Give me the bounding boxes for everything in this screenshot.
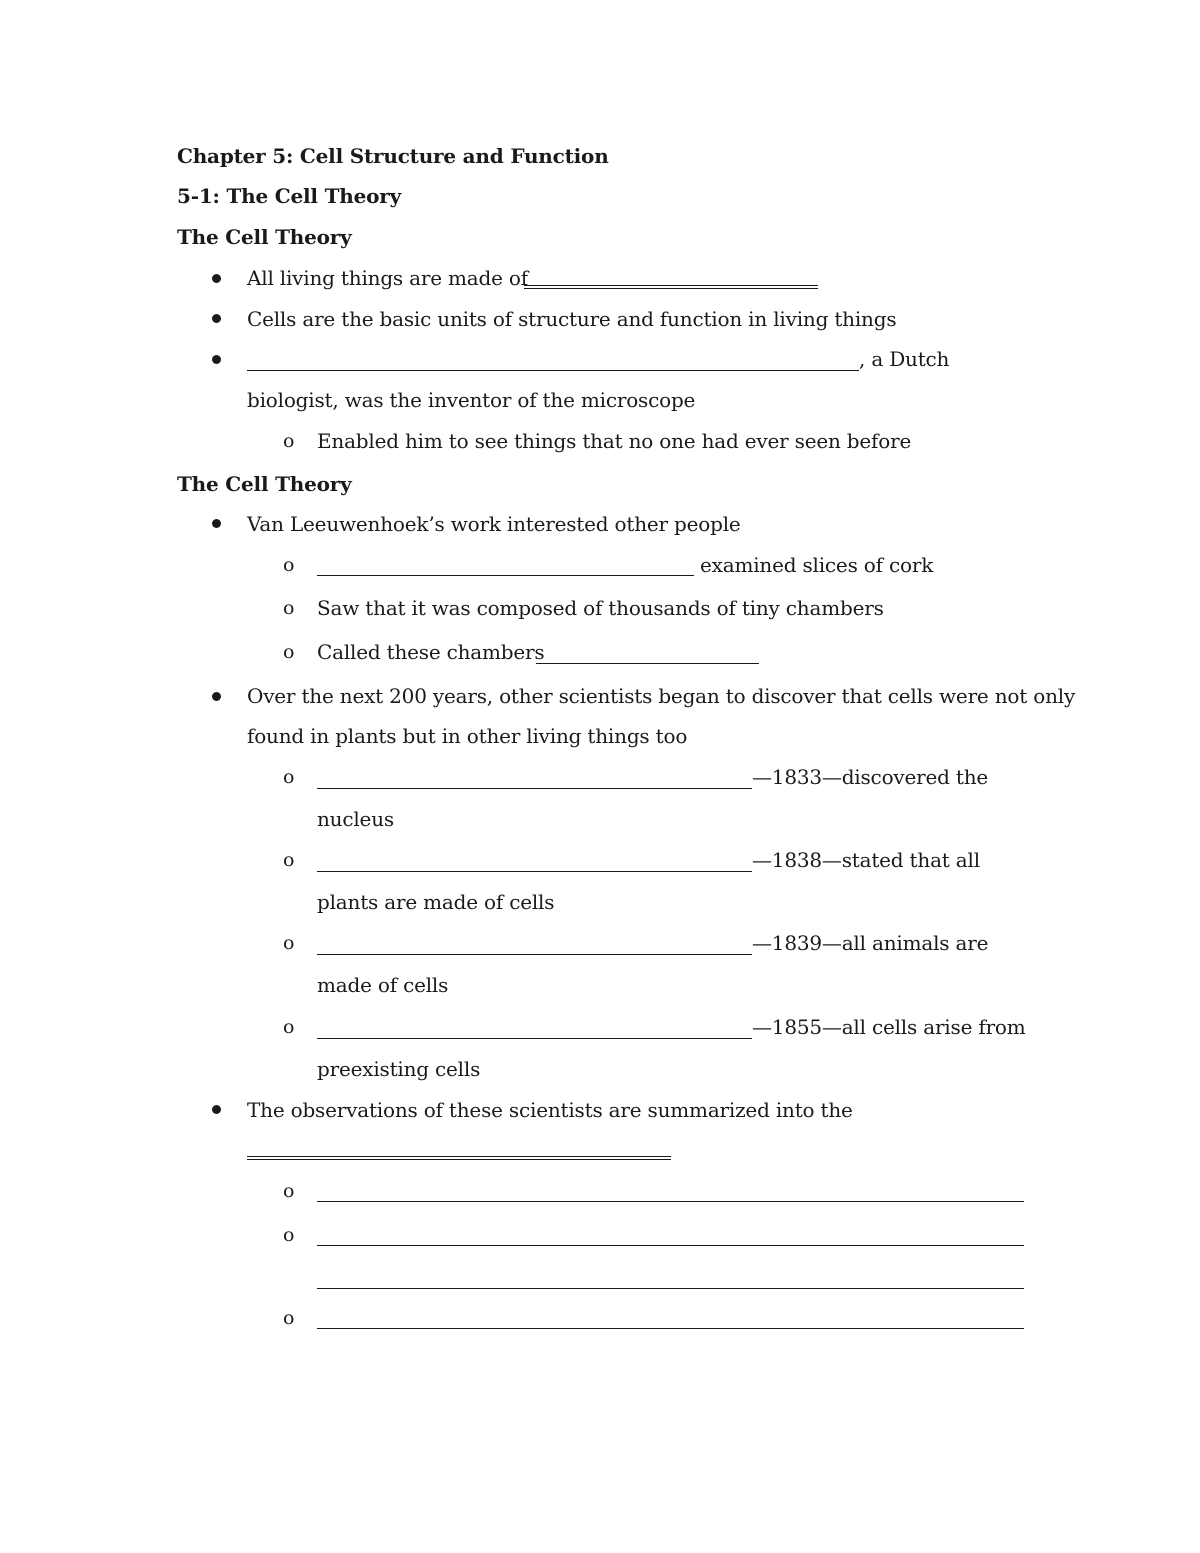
sub-bullet-1838: —1838—stated that all [752, 848, 980, 872]
blank-cell-theory[interactable] [247, 1156, 671, 1160]
sub-bullet-marker: o [283, 1180, 295, 1202]
bullet-van-leeuwenhoek-work: Van Leeuwenhoek’s work interested other people [247, 512, 741, 536]
heading-cell-theory-1: The Cell Theory [177, 225, 352, 249]
sub-bullet-marker: o [283, 554, 295, 576]
sub-bullet-marker: o [283, 1307, 295, 1329]
sub-bullet-marker: o [283, 932, 295, 954]
bullet-marker [212, 1105, 221, 1114]
sub-bullet-1855: —1855—all cells arise from [752, 1015, 1026, 1039]
sub-bullet-marker: o [283, 1224, 295, 1246]
bullet-marker [212, 314, 221, 323]
sub-bullet-1839: —1839—all animals are [752, 931, 989, 955]
blank-schwann[interactable] [317, 954, 752, 955]
bullet-text: All living things are made of [247, 266, 528, 290]
bullet-marker [212, 355, 221, 364]
bullet-dutch-suffix: , a Dutch [859, 347, 950, 371]
bullet-microscope-cont: biologist, was the inventor of the microscope [247, 388, 696, 412]
blank-hooke[interactable] [317, 575, 694, 576]
bullet-next-200-years: Over the next 200 years, other scientists began to discover that cells were not only [247, 684, 1076, 708]
bullet-marker [212, 519, 221, 528]
blank-brown[interactable] [317, 788, 752, 789]
bullet-basic-units: Cells are the basic units of structure and function in living things [247, 307, 897, 331]
bullet-all-living-things [247, 264, 528, 292]
bullet-marker [212, 692, 221, 701]
blank-van-leeuwenhoek[interactable] [247, 370, 859, 371]
sub-bullet-marker: o [283, 597, 295, 619]
chapter-title: Chapter 5: Cell Structure and Function [177, 144, 609, 168]
sub-bullet-marker: o [283, 430, 295, 452]
bullet-marker [212, 274, 221, 283]
blank-cells-name[interactable] [536, 663, 759, 664]
sub-bullet-chambers: Saw that it was composed of thousands of tiny chambers [317, 596, 884, 620]
bullet-next-200-years-cont: found in plants but in other living things too [247, 724, 688, 748]
blank-cells[interactable] [524, 285, 818, 289]
blank-theory-point-2[interactable] [317, 1245, 1024, 1246]
bullet-observations: The observations of these scientists are summarized into the [247, 1098, 853, 1122]
section-title: 5-1: The Cell Theory [177, 184, 402, 208]
sub-bullet-1833: —1833—discovered the [752, 765, 989, 789]
blank-theory-point-2-cont[interactable] [317, 1288, 1024, 1289]
sub-bullet-1855-cont: preexisting cells [317, 1057, 481, 1081]
blank-theory-point-1[interactable] [317, 1201, 1024, 1202]
blank-schleiden[interactable] [317, 871, 752, 872]
sub-bullet-enabled: Enabled him to see things that no one had ever seen before [317, 429, 912, 453]
sub-bullet-marker: o [283, 1016, 295, 1038]
sub-bullet-cork: examined slices of cork [700, 553, 934, 577]
sub-bullet-marker: o [283, 849, 295, 871]
sub-bullet-marker: o [283, 641, 295, 663]
sub-bullet-1838-cont: plants are made of cells [317, 890, 555, 914]
blank-virchow[interactable] [317, 1038, 752, 1039]
heading-cell-theory-2: The Cell Theory [177, 472, 352, 496]
sub-bullet-marker: o [283, 766, 295, 788]
sub-bullet-1839-cont: made of cells [317, 973, 449, 997]
sub-bullet-called: Called these chambers [317, 640, 545, 664]
sub-bullet-1833-cont: nucleus [317, 807, 394, 831]
blank-theory-point-3[interactable] [317, 1328, 1024, 1329]
